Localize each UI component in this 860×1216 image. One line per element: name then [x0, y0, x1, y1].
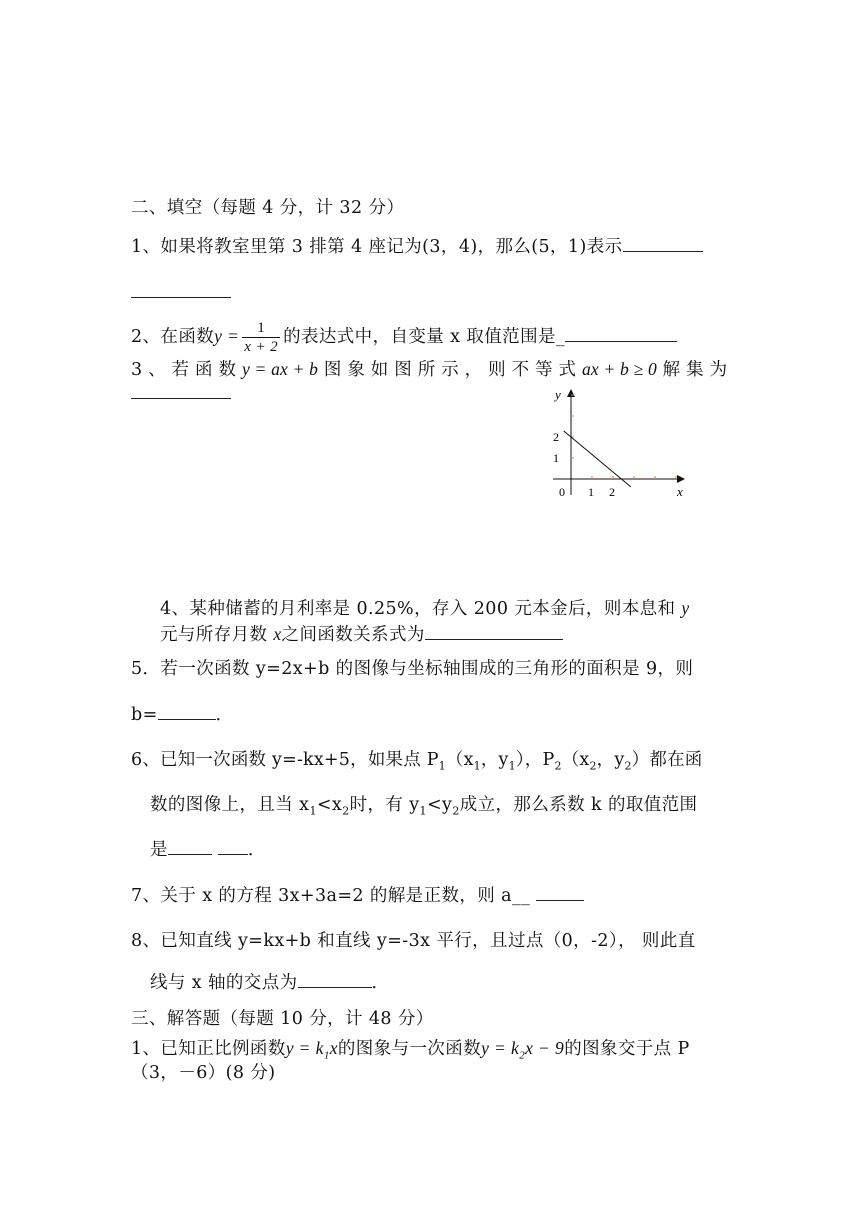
- x-axis-arrow: [677, 475, 685, 483]
- answer-blank[interactable]: [425, 623, 563, 640]
- answer-blank[interactable]: [131, 382, 231, 399]
- answer-blank[interactable]: [298, 971, 372, 988]
- question-6: 6、已知一次函数 y=-kx+5，如果点 $P_1(x_1$，$y_1$），$P_2(x_2$，$y_2$）都在函: [131, 750, 703, 773]
- answer-blank[interactable]: [536, 884, 584, 901]
- question-1-continuation: [131, 281, 231, 305]
- x-axis-label: x: [677, 484, 683, 499]
- question-3-continuation: [131, 382, 231, 406]
- question-4: 4、某种储蓄的月利率是 0.25%，存入 200 元本金后，则本息和 y: [160, 598, 690, 619]
- x-tick-label: 1: [588, 485, 594, 499]
- y-axis-label: y: [555, 387, 561, 402]
- answer-blank[interactable]: [623, 235, 703, 252]
- question-8: 8、已知直线 y=kx+b 和直线 y=-3x 平行，且过点（0，-2）， 则此直: [131, 931, 696, 951]
- x-tick-label: 2: [609, 485, 615, 499]
- section-3-heading: 三、解答题（每题 10 分，计 48 分）: [131, 1009, 434, 1029]
- answer-blank[interactable]: [168, 838, 212, 855]
- y-axis-arrow: [567, 389, 575, 397]
- section-3-question-1: 1、已知正比例函数$y = k_1x$的图象与一次函数$y = k_2x - 9$的图象交于点 P: [131, 1038, 690, 1062]
- question-8-continuation: 线与 x 轴的交点为 ．: [150, 973, 390, 993]
- question-1: 1、如果将教室里第 3 排第 4 座记为(3，4)，那么(5，1)表示: [131, 235, 703, 259]
- question-3: 3 、 若 函 数 y = ax + b 图 象 如 图 所 示 ， 则 不 等 式 ax + b ≥ 0 解 集 为: [131, 359, 728, 380]
- question-7: 7、关于 x 的方程 3x+3a=2 的解是正数，则 a__: [131, 884, 584, 908]
- answer-blank[interactable]: [131, 281, 231, 298]
- question-5-continuation: b= ．: [131, 705, 234, 725]
- function-graph: [545, 383, 695, 503]
- question-6-line-3: 是 ．: [150, 840, 266, 860]
- function-line: [564, 431, 631, 487]
- y-tick-label: 1: [553, 451, 559, 465]
- question-4-continuation: 元与所存月数 x之间函数关系式为: [160, 622, 563, 647]
- y-tick-label: 2: [553, 430, 559, 444]
- fraction: $\frac{1}{x + 2}$: [244, 320, 279, 355]
- section-3-question-1-continuation: （3，－6）(8 分): [131, 1063, 276, 1083]
- answer-blank[interactable]: [158, 703, 216, 720]
- answer-blank[interactable]: [218, 838, 248, 855]
- section-2-heading: 二、填空（每题 4 分，计 32 分）: [131, 198, 405, 218]
- question-5: 5．若一次函数 y=2x+b 的图像与坐标轴围成的三角形的面积是 9，则: [131, 659, 694, 679]
- answer-blank[interactable]: [565, 325, 677, 342]
- x-tick-label: 0: [559, 485, 565, 499]
- question-2: 2、在函数y = $\frac{1}{x + 2}$ 的表达式中，自变量 x 取值范围是_: [131, 318, 677, 356]
- question-6-line-2: 数的图像上，且当 $x_1<x_2$时，有 $y_1<y_2$成立，那么系数 k 的取值范围: [150, 795, 698, 818]
